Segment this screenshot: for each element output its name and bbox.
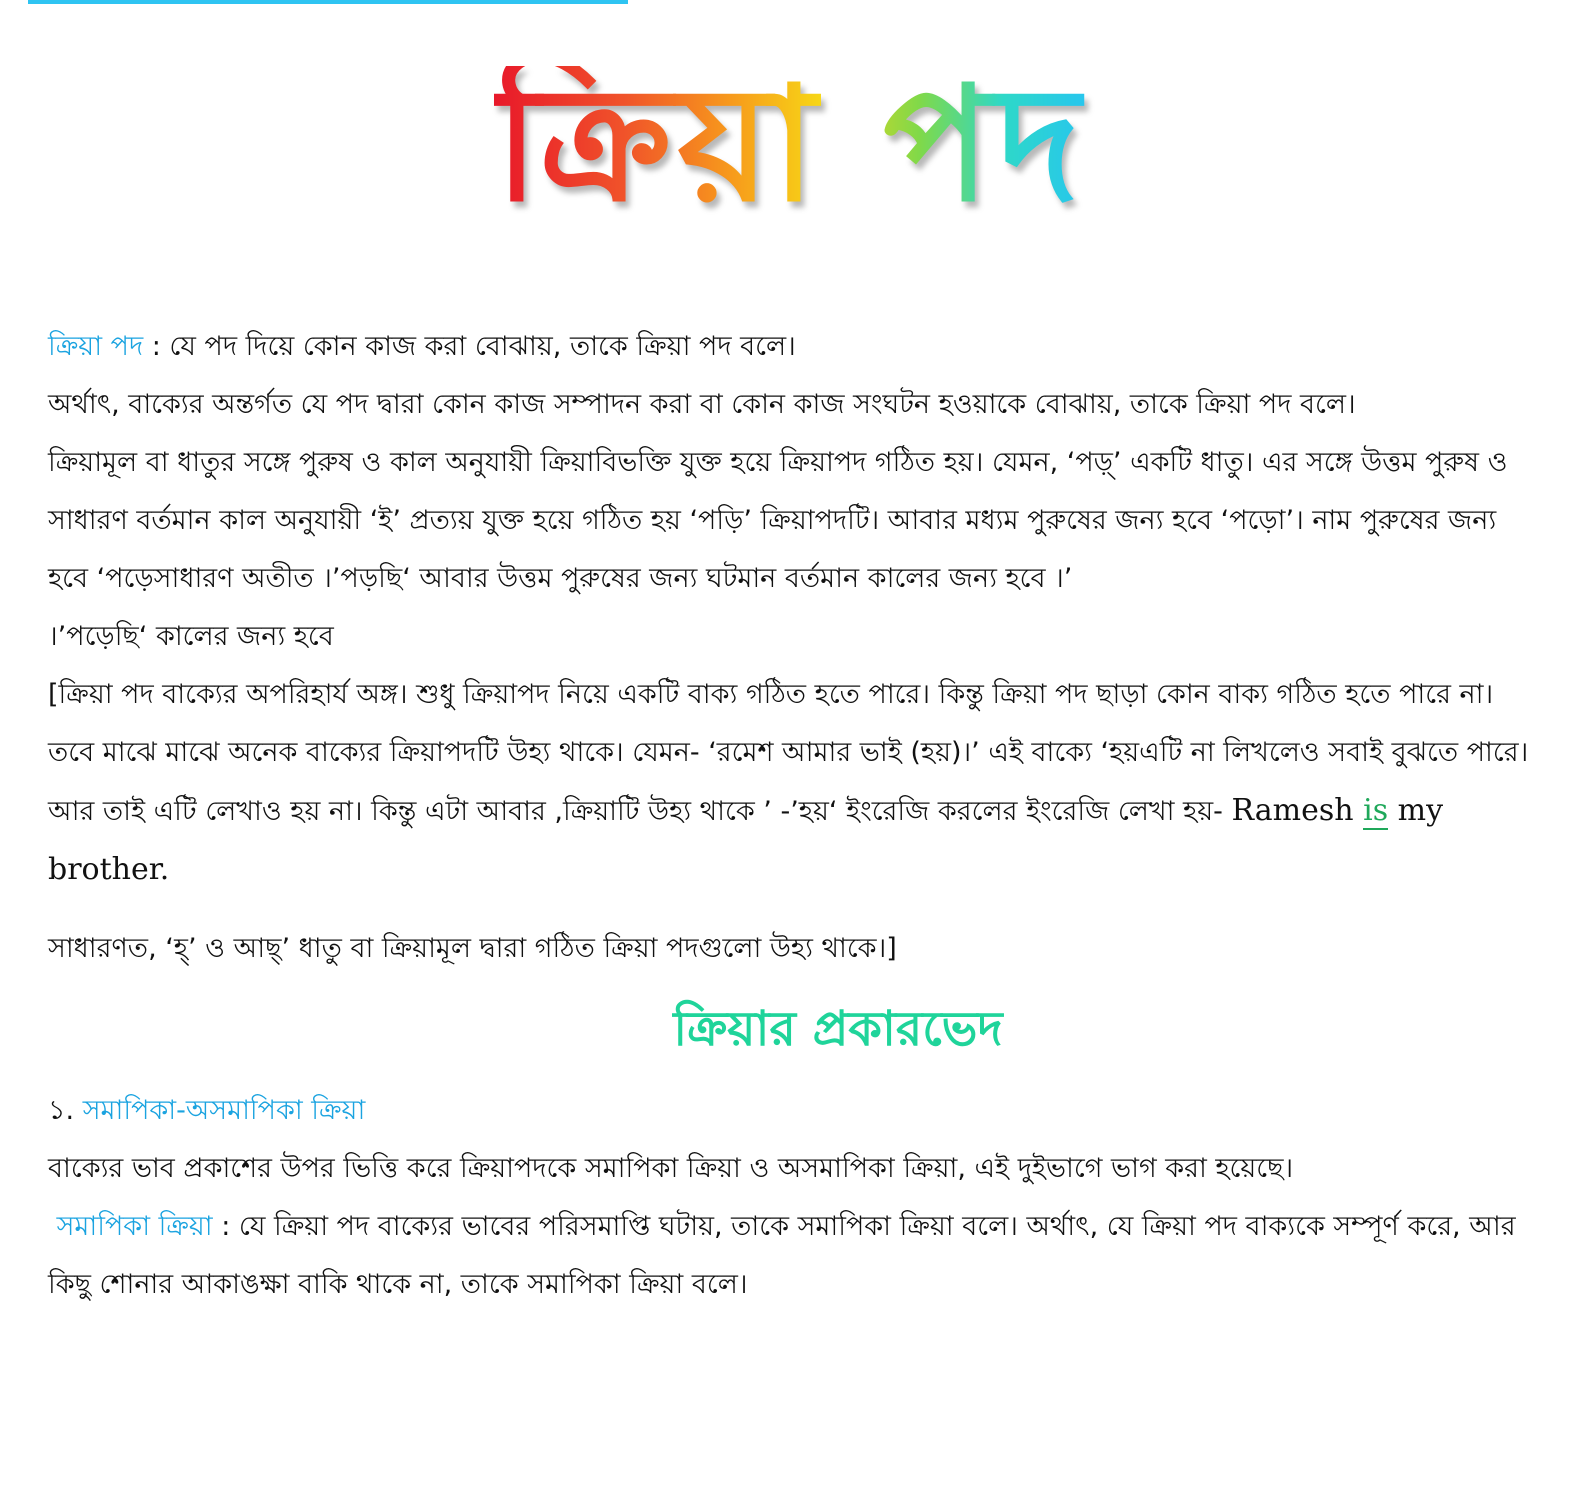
definition-text: : যে পদ দিয়ে কোন কাজ করা বোঝায়, তাকে ক্রিয়া পদ বলে। [143, 331, 796, 362]
page-title [430, 20, 1150, 270]
bracket-text: [ক্রিয়া পদ বাক্যের অপরিহার্য অঙ্গ। শুধু ক্রিয়াপদ নিয়ে একটি বাক্য গঠিত হতে পারে। কিন্তু ক্রিয়া পদ ছাড়া কোন বাক্য গঠিত হতে পারে না। তবে মাঝে মাঝে অনেক বাক্যের ক্রিয়াপদটি উহ্য থাকে। যেমন- ‘রমেশ আমার ভাই (হয়)।’ এই বাক্যে ‘হয়এটি না লিখলেও সবাই বুঝতে পারে। আর তাই এটি লেখাও হয় না। কিন্তু এটা আবার ,ক্রিয়াটি উহ্য থাকে ’ -’হয়‘ ইংরেজি করলের ইংরেজি লেখা হয়- [48, 679, 1529, 827]
definition-paragraph [48, 318, 1538, 376]
article-body [48, 318, 1538, 1314]
bracket-paragraph [48, 666, 1538, 900]
subsection-number: ১. [48, 1095, 75, 1126]
samapika-term: সমাপিকা ক্রিয়া [56, 1211, 213, 1242]
types-paragraph: বাক্যের ভাব প্রকাশের উপর ভিত্তি করে ক্রিয়াপদকে সমাপিকা ক্রিয়া ও অসমাপিকা ক্রিয়া, এই দুইভাগে ভাগ করা হয়েছে। [48, 1153, 1294, 1184]
samapika-text: : যে ক্রিয়া পদ বাক্যের ভাবের পরিসমাপ্তি ঘটায়, তাকে সমাপিকা ক্রিয়া বলে। অর্থাৎ, যে ক্রিয়া পদ বাক্যকে সম্পূর্ণ করে, আর কিছু শোনার আকাঙক্ষা বাকি থাকে না, তাকে সমাপিকা ক্রিয়া বলে। [48, 1211, 1516, 1300]
section-title: ক্রিয়ার প্রকারভেদ [673, 1001, 1003, 1057]
top-rule [28, 0, 628, 4]
definition-term: ক্রিয়া পদ [48, 331, 144, 362]
english-before: Ramesh [1231, 793, 1364, 828]
samapika-paragraph [48, 1198, 1538, 1314]
root-paragraph-tail: ।’পড়েছি‘ কালের জন্য হবে [48, 621, 334, 652]
subsection-heading [48, 1082, 1538, 1140]
subsection-title: সমাপিকা-অসমাপিকা ক্রিয়া [74, 1095, 366, 1126]
note-paragraph: সাধারণত, ‘হ্’ ও আছ্’ ধাতু বা ক্রিয়ামূল দ্বারা গঠিত ক্রিয়া পদগুলো উহ্য থাকে।] [48, 933, 897, 964]
root-paragraph: ক্রিয়ামূল বা ধাতুর সঙ্গে পুরুষ ও কাল অনুযায়ী ক্রিয়াবিভক্তি যুক্ত হয়ে ক্রিয়াপদ গঠিত হয়। যেমন, ‘পড়্’ একটি ধাতু। এর সঙ্গে উত্তম পুরুষ ও সাধারণ বর্তমান কাল অনুযায়ী ‘ই’ প্রত্যয় যুক্ত হয়ে গঠিত হয় ‘পড়ি’ ক্রিয়াপদটি। আবার মধ্যম পুরুষের জন্য হবে ‘পড়ো’। নাম পুরুষের জন্য হবে ‘পড়েসাধারণ অতীত ।’পড়ছি‘ আবার উত্তম পুরুষের জন্য ঘটমান বর্তমান কালের জন্য হবে ।’ [48, 447, 1508, 594]
english-highlight-is: is [1363, 793, 1389, 828]
page-title-text: ক্রিয়া পদ [494, 53, 1086, 237]
explanation-paragraph: অর্থাৎ, বাক্যের অন্তর্গত যে পদ দ্বারা কোন কাজ সম্পাদন করা বা কোন কাজ সংঘটন হওয়াকে বোঝায়, তাকে ক্রিয়া পদ বলে। [48, 389, 1356, 420]
english-after: my brother. [48, 793, 1444, 887]
